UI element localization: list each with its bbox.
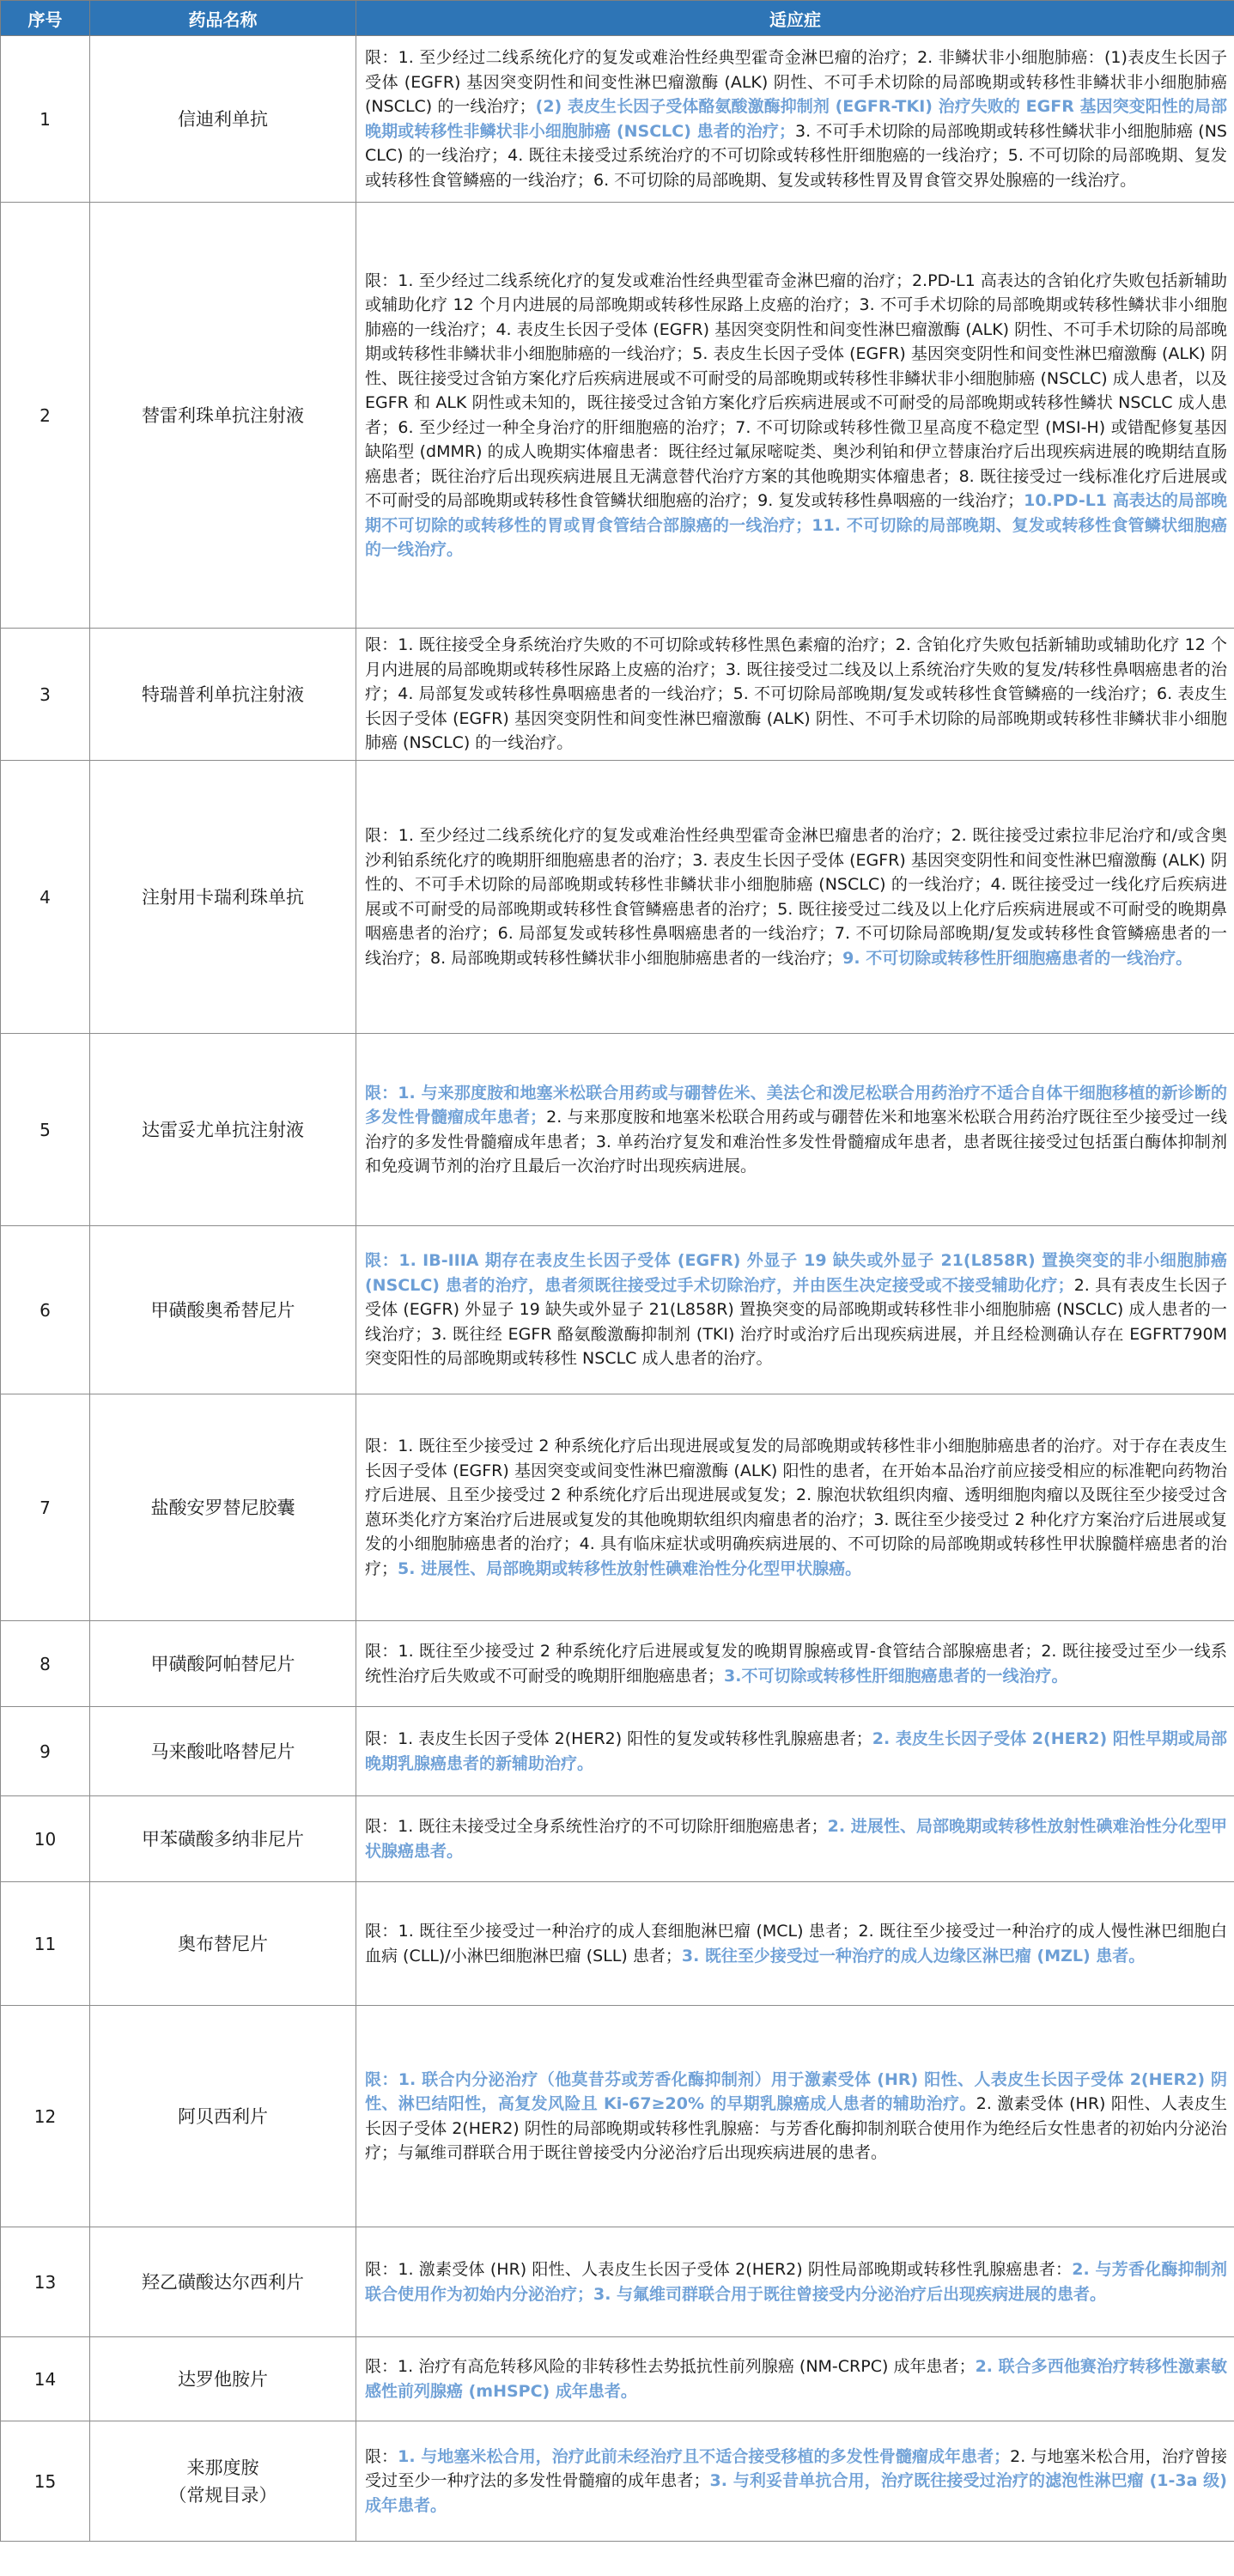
indication-cell (356, 2337, 1234, 2421)
row-number: 4 (1, 761, 90, 1034)
header-indication: 适应症 (356, 1, 1234, 36)
new-indication-text: 限：1. IB-IIIA 期存在表皮生长因子受体 (EGFR) 外显子 19 缺失或外显子 21(L858R) 置换突变的非小细胞肺癌 (NSCLC) 患者的治疗，患者须既往接受过手术切除治疗，并由医生决定接受或不接受辅助化疗； (365, 1251, 1227, 1295)
table-row (1, 2337, 1234, 2421)
row-number: 7 (1, 1394, 90, 1621)
header-no: 序号 (1, 1, 90, 36)
new-indication-text: 9. 不可切除或转移性肝细胞癌患者的一线治疗。 (842, 948, 1193, 968)
indication-cell (356, 1882, 1234, 2006)
indication-text: 2. 具有表皮生长因子受体 (EGFR) 外显子 19 缺失或外显子 21(L858R) 置换突变的局部晚期或转移性非小细胞肺癌 (NSCLC) 成人患者的一线治疗；3. 既往经 EGFR 酪氨酸激酶抑制剂 (TKI) 治疗时或治疗后出现疾病进展，并且经检测确认存在 EGFRT790M 突变阳性的局部晚期或转移性 NSCLC 成人患者的治疗。 (365, 1275, 1227, 1369)
drug-name-note: （常规目录） (168, 2484, 277, 2506)
indication-cell (356, 1796, 1234, 1882)
drug-name: 盐酸安罗替尼胶囊 (90, 1394, 356, 1621)
new-indication-text: 限：1. 与来那度胺和地塞米松联合用药或与硼替佐米、美法仑和泼尼松联合用药治疗不适合自体干细胞移植的新诊断的多发性骨髓瘤成年患者； (365, 1083, 1227, 1127)
row-number: 15 (1, 2421, 90, 2542)
table-row (1, 1882, 1234, 2006)
row-number: 13 (1, 2227, 90, 2337)
indication-text: 限：1. 激素受体 (HR) 阳性、人表皮生长因子受体 2(HER2) 阴性局部晚期或转移性乳腺癌患者： (365, 2260, 1073, 2279)
indication-cell (356, 2006, 1234, 2227)
new-indication-text: 3.不可切除或转移性肝细胞癌患者的一线治疗。 (724, 1666, 1068, 1686)
row-number: 5 (1, 1034, 90, 1226)
indication-cell (356, 1707, 1234, 1796)
indication-cell (356, 36, 1234, 203)
table-row (1, 1034, 1234, 1226)
drug-name: 甲磺酸阿帕替尼片 (90, 1621, 356, 1707)
new-indication-text: 2. 表皮生长因子受体 2(HER2) 阳性早期或局部晚期乳腺癌患者的新辅助治疗。 (365, 1729, 1228, 1773)
new-indication-text: 10.PD-L1 高表达的局部晚期不可切除的或转移性的胃或胃食管结合部腺癌的一线治疗；11. 不可切除的局部晚期、复发或转移性食管鳞状细胞癌的一线治疗。 (365, 491, 1227, 559)
indication-cell (356, 1621, 1234, 1707)
indication-text: 2. 与来那度胺和地塞米松联合用药或与硼替佐米和地塞米松联合用药治疗既往至少接受过一线治疗的多发性骨髓瘤成年患者；3. 单药治疗复发和难治性多发性骨髓瘤成年患者，患者既往接受过包括蛋白酶体抑制剂和免疫调节剂的治疗且最后一次治疗时出现疾病进展。 (365, 1108, 1227, 1176)
drug-name: 马来酸吡咯替尼片 (90, 1707, 356, 1796)
table-row (1, 2006, 1234, 2227)
table-row (1, 2421, 1234, 2542)
drug-name: 信迪利单抗 (90, 36, 356, 203)
indication-text: 限：1. 治疗有高危转移风险的非转移性去势抵抗性前列腺癌 (NM-CRPC) 成年患者； (365, 2357, 976, 2376)
drug-name: 甲磺酸奥希替尼片 (90, 1226, 356, 1394)
indication-cell (356, 203, 1234, 629)
indication-cell (356, 1394, 1234, 1621)
indication-cell (356, 2227, 1234, 2337)
new-indication-text: 3. 既往至少接受过一种治疗的成人边缘区淋巴瘤 (MZL) 患者。 (681, 1946, 1146, 1965)
indication-text: 限：1. 至少经过二线系统化疗的复发或难治性经典型霍奇金淋巴瘤的治疗；2.PD-L1 高表达的含铂化疗失败包括新辅助或辅助化疗 12 个月内进展的局部晚期或转移性尿路上皮癌的治疗；3. 不可手术切除的局部晚期或转移性鳞状非小细胞肺癌的一线治疗；4. 表皮生长因子受体 (EGFR) 基因突变阴性和间变性淋巴瘤激酶 (ALK) 阴性、不可手术切除的局部晚期或转移性非鳞状非小细胞肺癌的一线治疗；5. 表皮生长因子受体 (EGFR) 基因突变阴性和间变性淋巴瘤激酶 (ALK) 阴性、既往接受过含铂方案化疗后疾病进展或不可耐受的局部晚期或转移性非鳞状非小细胞肺癌 (NSCLC) 成人患者，以及 EGFR 和 ALK 阴性或未知的，既往接受过含铂方案化疗后疾病进展或不可耐受的局部晚期或转移性鳞状 NSCLC 成人患者；6. 至少经过一种全身治疗的肝细胞癌的治疗；7. 不可切除或转移性微卫星高度不稳定型 (MSI-H) 或错配修复基因缺陷型 (dMMR) 的成人晚期实体瘤患者：既往经过氟尿嘧啶类、奥沙利铂和伊立替康治疗后出现疾病进展的晚期结直肠癌患者；既往治疗后出现疾病进展且无满意替代治疗方案的其他晚期实体瘤患者；8. 既往接受过一线标准化疗后进展或不可耐受的局部晚期或转移性食管鳞状细胞癌的治疗；9. 复发或转移性鼻咽癌的一线治疗； (365, 270, 1227, 510)
table-row (1, 36, 1234, 203)
header-drug-name: 药品名称 (90, 1, 356, 36)
table-row (1, 2227, 1234, 2337)
indication-cell (356, 2421, 1234, 2542)
drug-name: 达罗他胺片 (90, 2337, 356, 2421)
indication-text: 限：1. 表皮生长因子受体 2(HER2) 阳性的复发或转移性乳腺癌患者； (365, 1729, 872, 1748)
indication-cell (356, 1226, 1234, 1394)
new-indication-text: 5. 进展性、局部晚期或转移性放射性碘难治性分化型甲状腺癌。 (398, 1558, 862, 1578)
indication-text: 2. 激素受体 (HR) 阳性、人表皮生长因子受体 2(HER2) 阴性的局部晚期或转移性乳腺癌：与芳香化酶抑制剂联合使用作为绝经后女性患者的初始内分泌治疗；与氟维司群联合用于既往曾接受内分泌治疗后出现疾病进展的患者。 (365, 2094, 1228, 2162)
table-row (1, 1707, 1234, 1796)
indication-cell (356, 1034, 1234, 1226)
indication-text: 3. 不可手术切除的局部晚期或转移性鳞状非小细胞肺癌 (NSCLC) 的一线治疗；4. 既往未接受过系统治疗的不可切除或转移性肝细胞癌的一线治疗；5. 不可切除的局部晚期、复发或转移性食管鳞癌的一线治疗；6. 不可切除的局部晚期、复发或转移性胃及胃食管交界处腺癌的一线治疗。 (365, 121, 1227, 190)
new-indication-text: 3. 与利妥昔单抗合用，治疗既往接受过治疗的滤泡性淋巴瘤 (1-3a 级) 成年患者。 (365, 2471, 1227, 2515)
table-row (1, 1796, 1234, 1882)
drug-name: 奥布替尼片 (90, 1882, 356, 2006)
row-number: 14 (1, 2337, 90, 2421)
drug-name: 甲苯磺酸多纳非尼片 (90, 1796, 356, 1882)
new-indication-text: 1. 与地塞米松合用，治疗此前未经治疗且不适合接受移植的多发性骨髓瘤成年患者； (398, 2446, 1011, 2466)
row-number: 9 (1, 1707, 90, 1796)
indication-cell (356, 761, 1234, 1034)
indication-text: 限： (365, 2446, 398, 2466)
drug-name: 羟乙磺酸达尔西利片 (90, 2227, 356, 2337)
drug-name-cell (90, 2421, 356, 2542)
indication-text: 限：1. 至少经过二线系统化疗的复发或难治性经典型霍奇金淋巴瘤的治疗；2. 非鳞状非小细胞肺癌：(1)表皮生长因子受体 (EGFR) 基因突变阴性和间变性淋巴瘤激酶 (ALK) 阴性、不可手术切除的局部晚期或转移性非鳞状非小细胞肺癌 (NSCLC) 的一线治疗； (365, 48, 1227, 116)
new-indication-text: 2. 进展性、局部晚期或转移性放射性碘难治性分化型甲状腺癌患者。 (365, 1817, 1227, 1861)
indication-text: 限：1. 既往未接受过全身系统性治疗的不可切除肝细胞癌患者； (365, 1817, 828, 1836)
drug-name: 替雷利珠单抗注射液 (90, 203, 356, 629)
row-number: 2 (1, 203, 90, 629)
new-indication-text: 2. 联合多西他赛治疗转移性激素敏感性前列腺癌 (mHSPC) 成年患者。 (365, 2357, 1227, 2401)
drug-name: 特瑞普利单抗注射液 (90, 629, 356, 761)
row-number: 11 (1, 1882, 90, 2006)
indication-text: 限：1. 至少经过二线系统化疗的复发或难治性经典型霍奇金淋巴瘤患者的治疗；2. 既往接受过索拉非尼治疗和/或含奥沙利铂系统化疗的晚期肝细胞癌患者的治疗；3. 表皮生长因子受体 (EGFR) 基因突变阴性和间变性淋巴瘤激酶 (ALK) 阴性的、不可手术切除的局部晚期或转移性非鳞状非小细胞肺癌 (NSCLC) 的一线治疗；4. 既往接受过一线化疗后疾病进展或不可耐受的局部晚期或转移性食管鳞癌患者的治疗；5. 既往接受过二线及以上化疗后疾病进展或不可耐受的晚期鼻咽癌患者的治疗；6. 局部复发或转移性鼻咽癌患者的一线治疗；7. 不可切除局部晚期/复发或转移性食管鳞癌患者的一线治疗；8. 局部晚期或转移性鳞状非小细胞肺癌患者的一线治疗； (365, 826, 1227, 968)
row-number: 3 (1, 629, 90, 761)
table-row (1, 203, 1234, 629)
new-indication-text: (2) 表皮生长因子受体酪氨酸激酶抑制剂 (EGFR-TKI) 治疗失败的 EGFR 基因突变阳性的局部晚期或转移性非鳞状非小细胞肺癌 (NSCLC) 患者的治疗； (365, 97, 1227, 141)
row-number: 10 (1, 1796, 90, 1882)
drug-name: 注射用卡瑞利珠单抗 (90, 761, 356, 1034)
indication-text: 限：1. 既往至少接受过一种治疗的成人套细胞淋巴瘤 (MCL) 患者；2. 既往至少接受过一种治疗的成人慢性淋巴细胞白血病 (CLL)/小淋巴细胞淋巴瘤 (SLL) 患者； (365, 1922, 1227, 1965)
indication-text: 限：1. 既往接受全身系统治疗失败的不可切除或转移性黑色素瘤的治疗；2. 含铂化疗失败包括新辅助或辅助化疗 12 个月内进展的局部晚期或转移性尿路上皮癌的治疗；3. 既往接受过二线及以上系统治疗失败的复发/转移性鼻咽癌患者的治疗；4. 局部复发或转移性鼻咽癌患者的一线治疗；5. 不可切除局部晚期/复发或转移性食管鳞癌的一线治疗；6. 表皮生长因子受体 (EGFR) 基因突变阴性和间变性淋巴瘤激酶 (ALK) 阴性、不可手术切除的局部晚期或转移性非鳞状非小细胞肺癌 (NSCLC) 的一线治疗。 (365, 635, 1227, 753)
table-header-row (1, 1, 1234, 36)
row-number: 12 (1, 2006, 90, 2227)
new-indication-text: 限：1. 联合内分泌治疗（他莫昔芬或芳香化酶抑制剂）用于激素受体 (HR) 阳性、人表皮生长因子受体 2(HER2) 阴性、淋巴结阳性，高复发风险且 Ki-67≥20% 的早期乳腺癌成人患者的辅助治疗。 (365, 2069, 1227, 2113)
table-row (1, 1621, 1234, 1707)
indication-text: 限：1. 既往至少接受过 2 种系统化疗后出现进展或复发的局部晚期或转移性非小细胞肺癌患者的治疗。对于存在表皮生长因子受体 (EGFR) 基因突变或间变性淋巴瘤激酶 (ALK) 阳性的患者，在开始本品治疗前应接受相应的标准靶向药物治疗后进展、且至少接受过 2 种系统化疗后出现进展或复发；2. 腺泡状软组织肉瘤、透明细胞肉瘤以及既往至少接受过含蒽环类化疗方案治疗后进展或复发的其他晚期软组织肉瘤患者的治疗；3. 既往至少接受过 2 种化疗方案治疗后进展或复发的小细胞肺癌患者的治疗；4. 具有临床症状或明确疾病进展的、不可切除的局部晚期或转移性甲状腺髓样癌患者的治疗； (365, 1437, 1227, 1578)
indication-cell (356, 629, 1234, 761)
row-number: 1 (1, 36, 90, 203)
table-row (1, 1394, 1234, 1621)
table-row (1, 1226, 1234, 1394)
indication-text: 限：1. 既往至少接受过 2 种系统化疗后进展或复发的晚期胃腺癌或胃-食管结合部腺癌患者；2. 既往接受过至少一线系统性治疗后失败或不可耐受的晚期肝细胞癌患者； (365, 1642, 1227, 1686)
table-row (1, 761, 1234, 1034)
new-indication-text: 2. 与芳香化酶抑制剂联合使用作为初始内分泌治疗；3. 与氟维司群联合用于既往曾接受内分泌治疗后出现疾病进展的患者。 (365, 2260, 1228, 2304)
row-number: 8 (1, 1621, 90, 1707)
table-row (1, 629, 1234, 761)
drug-name: 阿贝西利片 (90, 2006, 356, 2227)
drug-name: 达雷妥尤单抗注射液 (90, 1034, 356, 1226)
row-number: 6 (1, 1226, 90, 1394)
drug-name: 来那度胺 (186, 2457, 259, 2478)
indication-text: 2. 与地塞米松合用，治疗曾接受过至少一种疗法的多发性骨髓瘤的成年患者； (365, 2446, 1228, 2491)
